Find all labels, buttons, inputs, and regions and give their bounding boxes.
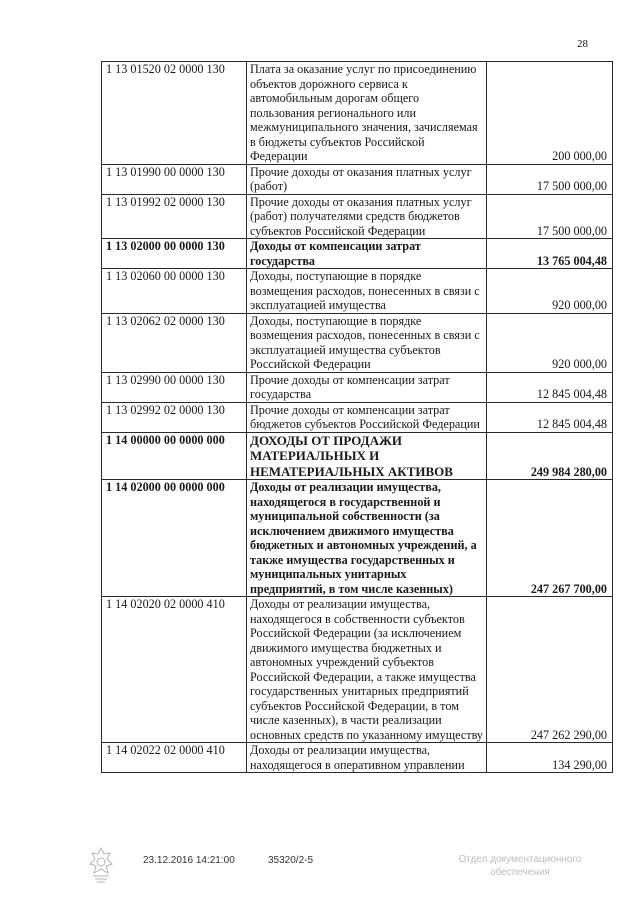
page-number: 28	[577, 38, 588, 50]
amount-cell: 17 500 000,00	[487, 164, 613, 194]
code-cell: 1 13 01990 00 0000 130	[102, 164, 247, 194]
faded-stamp-text: Отдел документационного обеспечения	[458, 854, 582, 878]
name-cell: Доходы от реализации имущества, находящегося в оперативном управлении	[247, 743, 487, 773]
amount-cell: 247 267 700,00	[487, 480, 613, 597]
table-row	[102, 239, 613, 269]
table-row	[102, 269, 613, 314]
seal-emblem-icon	[88, 846, 114, 884]
budget-revenue-table	[101, 61, 613, 773]
amount-cell: 12 845 004,48	[487, 372, 613, 402]
name-cell: Прочие доходы от оказания платных услуг (работ) получателями средств бюджетов субъектов Российской Федерации	[247, 194, 487, 239]
code-cell: 1 14 00000 00 0000 000	[102, 432, 247, 480]
footer-timestamp: 23.12.2016 14:21:00	[143, 855, 235, 866]
name-cell: Доходы от компенсации затрат государства	[247, 239, 487, 269]
code-cell: 1 13 01992 02 0000 130	[102, 194, 247, 239]
table-row	[102, 313, 613, 372]
footer-doc-number: 35320/2-5	[268, 855, 314, 866]
table-row	[102, 432, 613, 480]
amount-cell: 134 290,00	[487, 743, 613, 773]
amount-cell: 12 845 004,48	[487, 402, 613, 432]
name-cell: Доходы от реализации имущества, находящегося в государственной и муниципальной собственности (за исключением движимого имущества бюджетных и автономных учреждений, а также имущества государственных и муниципальных унитарных предприятий, в том числе казенных)	[247, 480, 487, 597]
table-row	[102, 164, 613, 194]
name-cell: Прочие доходы от компенсации затрат государства	[247, 372, 487, 402]
table-row	[102, 62, 613, 165]
name-cell: Прочие доходы от компенсации затрат бюджетов субъектов Российской Федерации	[247, 402, 487, 432]
code-cell: 1 13 02000 00 0000 130	[102, 239, 247, 269]
code-cell: 1 14 02020 02 0000 410	[102, 597, 247, 743]
name-cell: Прочие доходы от оказания платных услуг (работ)	[247, 164, 487, 194]
code-cell: 1 14 02000 00 0000 000	[102, 480, 247, 597]
table-row	[102, 194, 613, 239]
table-row	[102, 480, 613, 597]
table-row	[102, 372, 613, 402]
amount-cell: 920 000,00	[487, 313, 613, 372]
amount-cell: 249 984 280,00	[487, 432, 613, 480]
code-cell: 1 13 02060 00 0000 130	[102, 269, 247, 314]
amount-cell: 13 765 004,48	[487, 239, 613, 269]
code-cell: 1 13 02990 00 0000 130	[102, 372, 247, 402]
amount-cell: 247 262 290,00	[487, 597, 613, 743]
name-cell: Плата за оказание услуг по присоединению объектов дорожного сервиса к автомобильным дорогам общего пользования регионального или межмуниципального значения, зачисляемая в бюджеты субъектов Российской Федерации	[247, 62, 487, 165]
table-row	[102, 597, 613, 743]
name-cell: Доходы, поступающие в порядке возмещения расходов, понесенных в связи с эксплуатацией имущества субъектов Российской Федерации	[247, 313, 487, 372]
name-cell: Доходы, поступающие в порядке возмещения расходов, понесенных в связи с эксплуатацией имущества	[247, 269, 487, 314]
name-cell: Доходы от реализации имущества, находящегося в собственности субъектов Российской Федерации (за исключением движимого имущества бюджетных и автономных учреждений субъектов Российской Федерации, а также имущества государственных унитарных предприятий субъектов Российской Федерации, в том числе казенных), в части реализации основных средств по указанному имуществу	[247, 597, 487, 743]
code-cell: 1 13 02062 02 0000 130	[102, 313, 247, 372]
table-row	[102, 402, 613, 432]
name-cell: ДОХОДЫ ОТ ПРОДАЖИ МАТЕРИАЛЬНЫХ И НЕМАТЕРИАЛЬНЫХ АКТИВОВ	[247, 432, 487, 480]
code-cell: 1 13 01520 02 0000 130	[102, 62, 247, 165]
code-cell: 1 13 02992 02 0000 130	[102, 402, 247, 432]
amount-cell: 920 000,00	[487, 269, 613, 314]
amount-cell: 17 500 000,00	[487, 194, 613, 239]
table-row	[102, 743, 613, 773]
amount-cell: 200 000,00	[487, 62, 613, 165]
code-cell: 1 14 02022 02 0000 410	[102, 743, 247, 773]
